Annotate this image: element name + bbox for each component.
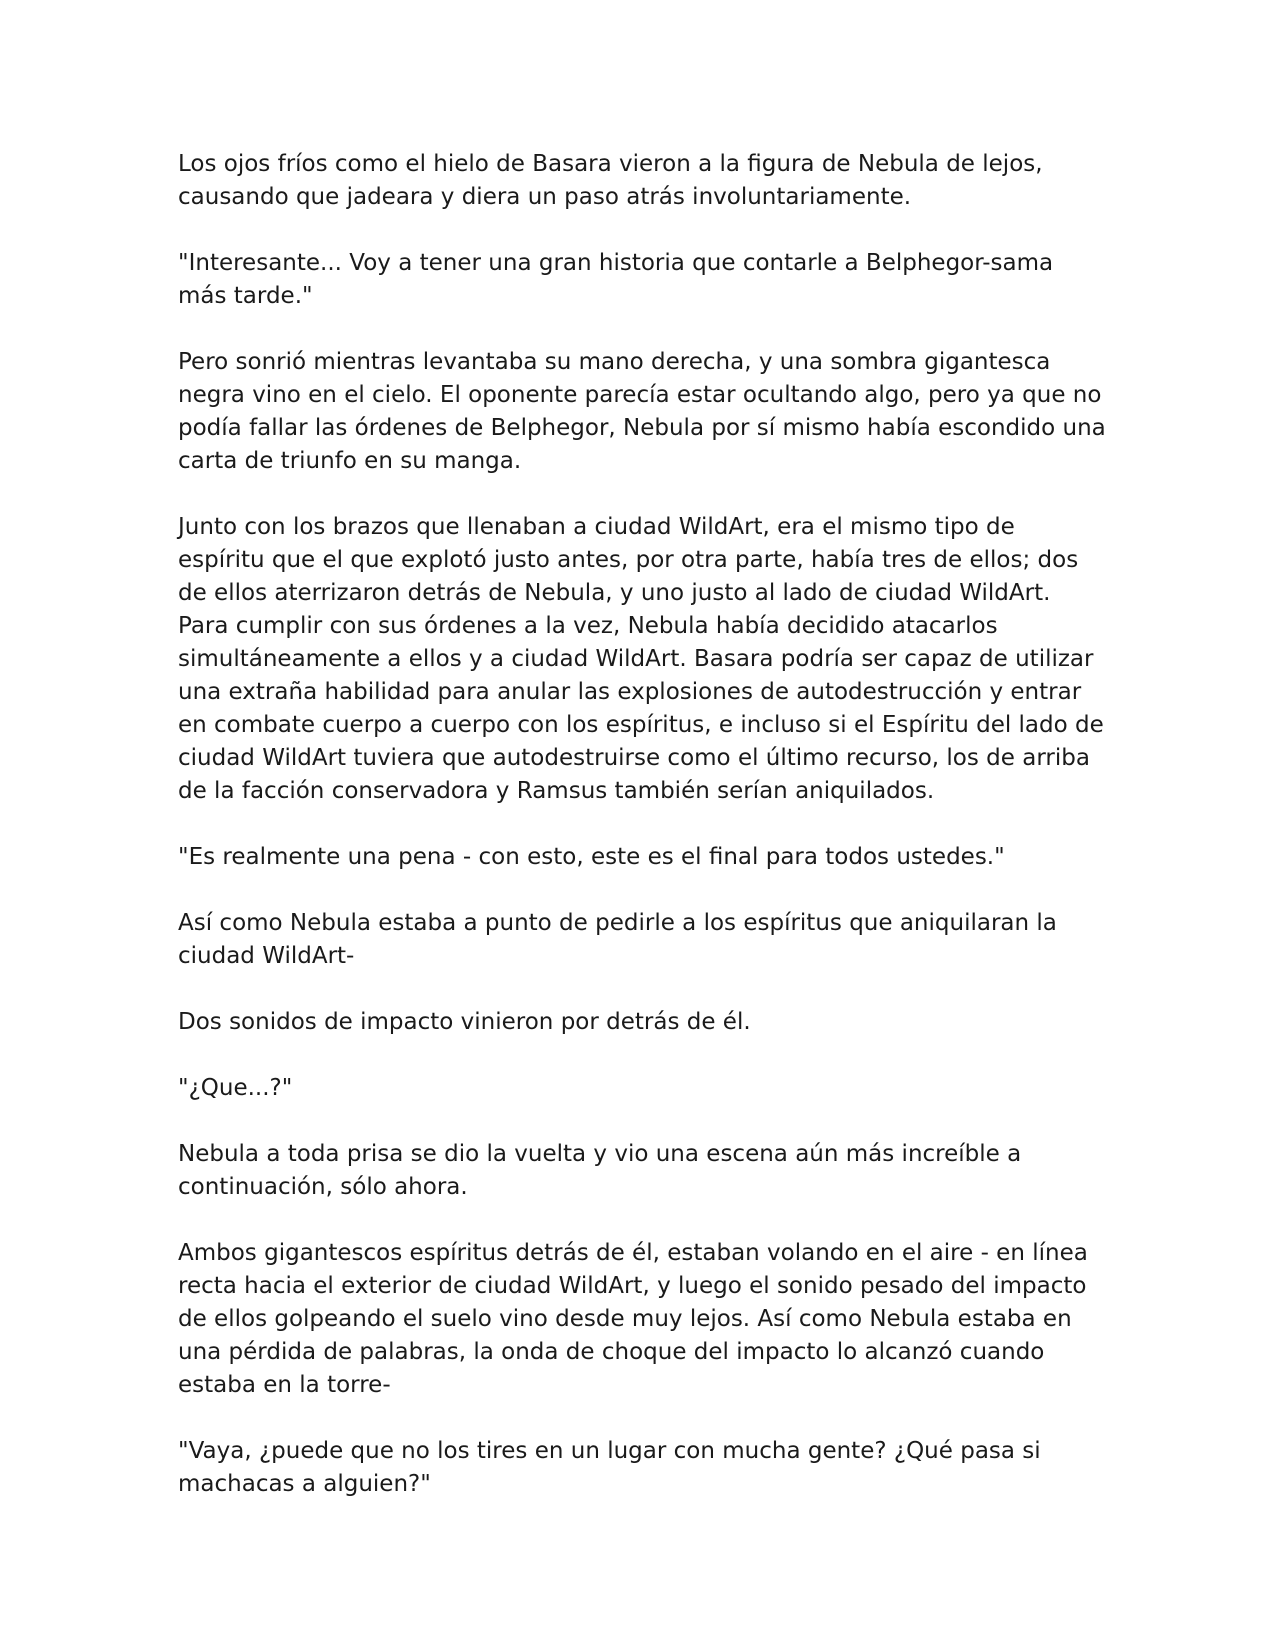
paragraph-5: "Es realmente una pena - con esto, este es el final para todos ustedes." [178,844,1005,870]
paragraph-6: Así como Nebula estaba a punto de pedirle a los espíritus que aniquilaran la ciudad WildArt- [178,910,1057,969]
document-body [178,148,1108,1534]
paragraph-3: Pero sonrió mientras levantaba su mano derecha, y una sombra gigantesca negra vino en el cielo. El oponente parecía estar ocultando algo, pero ya que no podía fallar las órdenes de Belphegor, Nebula por sí mismo había escondido una carta de triunfo en su manga. [178,349,1106,474]
paragraph-9: Nebula a toda prisa se dio la vuelta y vio una escena aún más increíble a continuación, sólo ahora. [178,1141,1022,1200]
paragraph-11: "Vaya, ¿puede que no los tires en un lugar con mucha gente? ¿Qué pasa si machacas a alguien?" [178,1438,1041,1497]
paragraph-10: Ambos gigantescos espíritus detrás de él, estaban volando en el aire - en línea recta hacia el exterior de ciudad WildArt, y luego el sonido pesado del impacto de ellos golpeando el suelo vino desde muy lejos. Así como Nebula estaba en una pérdida de palabras, la onda de choque del impacto lo alcanzó cuando estaba en la torre- [178,1240,1088,1398]
paragraph-2: "Interesante... Voy a tener una gran historia que contarle a Belphegor-sama más tarde." [178,250,1054,309]
paragraph-8: "¿Que...?" [178,1075,293,1101]
paragraph-1: Los ojos fríos como el hielo de Basara vieron a la figura de Nebula de lejos, causando que jadeara y diera un paso atrás involuntariamente. [178,151,1043,210]
paragraph-7: Dos sonidos de impacto vinieron por detrás de él. [178,1009,751,1035]
paragraph-4: Junto con los brazos que llenaban a ciudad WildArt, era el mismo tipo de espíritu que el que explotó justo antes, por otra parte, había tres de ellos; dos de ellos aterrizaron detrás de Nebula, y uno justo al lado de ciudad WildArt. Para cumplir con sus órdenes a la vez, Nebula había decidido atacarlos simultáneamente a ellos y a ciudad WildArt. Basara podría ser capaz de utilizar una extraña habilidad para anular las explosiones de autodestrucción y entrar en combate cuerpo a cuerpo con los espíritus, e incluso si el Espíritu del lado de ciudad WildArt tuviera que autodestruirse como el último recurso, los de arriba de la facción conservadora y Ramsus también serían aniquilados. [178,514,1104,804]
